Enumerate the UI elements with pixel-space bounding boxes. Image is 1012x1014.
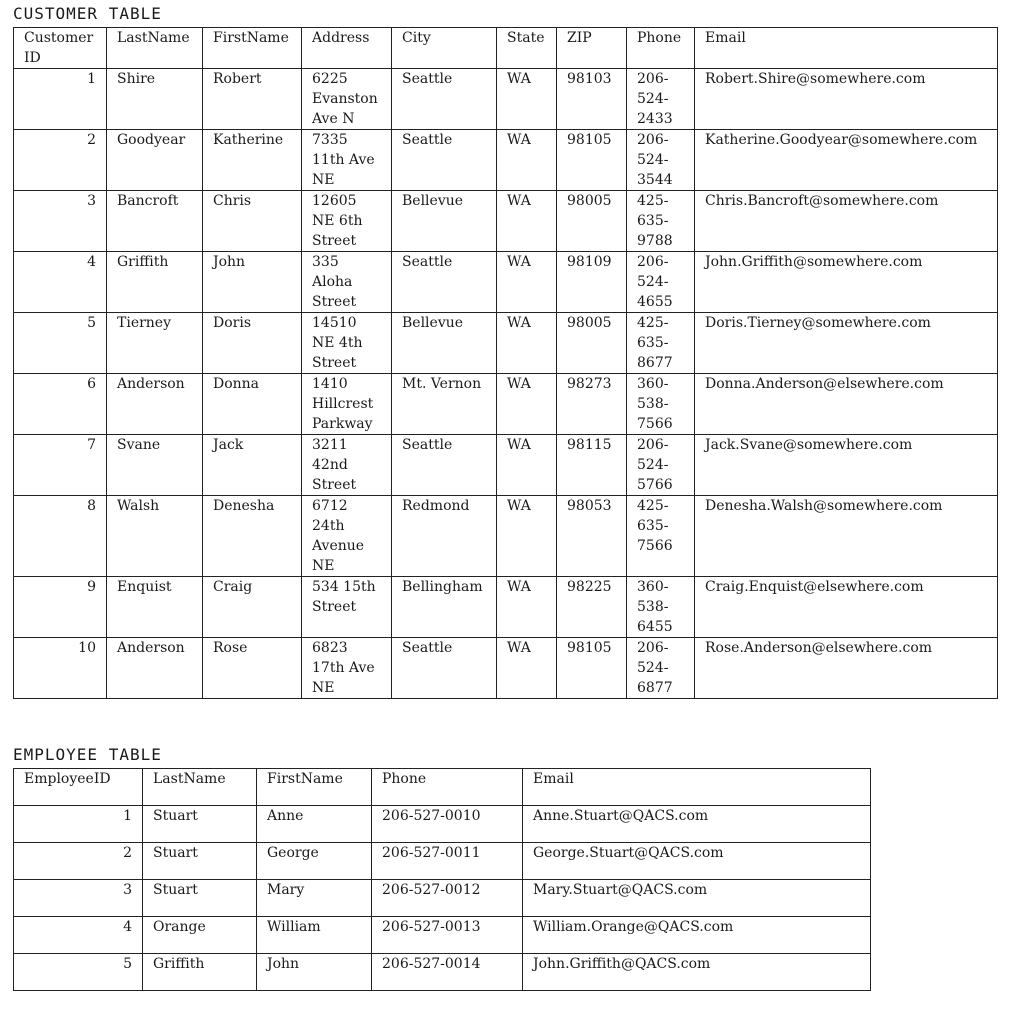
table-cell: Denesha.Walsh@somewhere.com xyxy=(695,496,998,577)
table-cell: 425-635-8677 xyxy=(627,313,695,374)
table-cell: WA xyxy=(497,69,557,130)
table-cell: Mary xyxy=(257,880,372,917)
table-cell: 1410 Hillcrest Parkway xyxy=(302,374,392,435)
table-cell: 206-527-0013 xyxy=(372,917,523,954)
table-cell: Griffith xyxy=(143,954,257,991)
column-header: Email xyxy=(695,28,998,69)
table-cell: 206-527-0011 xyxy=(372,843,523,880)
employee-table-caption: EMPLOYEE TABLE xyxy=(13,745,162,764)
table-cell: John xyxy=(203,252,302,313)
table-cell: 98105 xyxy=(557,130,627,191)
table-cell: 425-635-7566 xyxy=(627,496,695,577)
table-cell: 14510 NE 4th Street xyxy=(302,313,392,374)
table-cell: 98109 xyxy=(557,252,627,313)
customer-table-caption: CUSTOMER TABLE xyxy=(13,4,162,23)
table-cell: Chris.Bancroft@somewhere.com xyxy=(695,191,998,252)
table-cell: 98225 xyxy=(557,577,627,638)
table-cell: Bancroft xyxy=(107,191,203,252)
table-row xyxy=(14,130,998,191)
table-cell: Tierney xyxy=(107,313,203,374)
table-cell: WA xyxy=(497,130,557,191)
table-cell: Seattle xyxy=(392,130,497,191)
table-cell: Jack.Svane@somewhere.com xyxy=(695,435,998,496)
table-row xyxy=(14,880,871,917)
customer-table xyxy=(13,27,998,699)
table-cell: John xyxy=(257,954,372,991)
table-row xyxy=(14,843,871,880)
column-header: Email xyxy=(523,769,871,806)
table-cell: 5 xyxy=(14,313,107,374)
table-cell: 1 xyxy=(14,69,107,130)
table-cell: WA xyxy=(497,191,557,252)
table-cell: 206-527-0010 xyxy=(372,806,523,843)
table-cell: WA xyxy=(497,638,557,699)
table-cell: 3 xyxy=(14,880,143,917)
table-cell: 206-527-0014 xyxy=(372,954,523,991)
table-cell: 206-524-5766 xyxy=(627,435,695,496)
table-cell: Anderson xyxy=(107,638,203,699)
table-row xyxy=(14,191,998,252)
table-cell: 7335 11th Ave NE xyxy=(302,130,392,191)
table-cell: Denesha xyxy=(203,496,302,577)
table-cell: Donna.Anderson@elsewhere.com xyxy=(695,374,998,435)
table-cell: Svane xyxy=(107,435,203,496)
table-cell: 360-538-7566 xyxy=(627,374,695,435)
table-cell: George xyxy=(257,843,372,880)
table-cell: Robert xyxy=(203,69,302,130)
column-header: LastName xyxy=(107,28,203,69)
table-cell: 98053 xyxy=(557,496,627,577)
table-cell: Rose.Anderson@elsewhere.com xyxy=(695,638,998,699)
table-cell: Bellingham xyxy=(392,577,497,638)
table-cell: 8 xyxy=(14,496,107,577)
table-cell: 6712 24th Avenue NE xyxy=(302,496,392,577)
table-cell: 3 xyxy=(14,191,107,252)
column-header: State xyxy=(497,28,557,69)
table-cell: Katherine.Goodyear@somewhere.com xyxy=(695,130,998,191)
table-cell: Robert.Shire@somewhere.com xyxy=(695,69,998,130)
table-cell: Doris.Tierney@somewhere.com xyxy=(695,313,998,374)
employee-header-row xyxy=(14,769,871,806)
table-cell: 98005 xyxy=(557,313,627,374)
table-cell: Donna xyxy=(203,374,302,435)
table-cell: 5 xyxy=(14,954,143,991)
table-cell: Anderson xyxy=(107,374,203,435)
table-cell: John.Griffith@QACS.com xyxy=(523,954,871,991)
table-cell: 360-538-6455 xyxy=(627,577,695,638)
table-cell: 335 Aloha Street xyxy=(302,252,392,313)
table-cell: WA xyxy=(497,577,557,638)
table-cell: John.Griffith@somewhere.com xyxy=(695,252,998,313)
table-row xyxy=(14,638,998,699)
table-cell: 7 xyxy=(14,435,107,496)
table-row xyxy=(14,374,998,435)
table-cell: Stuart xyxy=(143,843,257,880)
table-cell: Shire xyxy=(107,69,203,130)
table-cell: Craig.Enquist@elsewhere.com xyxy=(695,577,998,638)
table-cell: 206-524-6877 xyxy=(627,638,695,699)
table-cell: Bellevue xyxy=(392,191,497,252)
table-cell: 4 xyxy=(14,917,143,954)
table-cell: Doris xyxy=(203,313,302,374)
table-cell: Goodyear xyxy=(107,130,203,191)
table-row xyxy=(14,435,998,496)
column-header: Phone xyxy=(372,769,523,806)
table-cell: 425-635-9788 xyxy=(627,191,695,252)
table-cell: Enquist xyxy=(107,577,203,638)
table-cell: 12605 NE 6th Street xyxy=(302,191,392,252)
table-cell: 4 xyxy=(14,252,107,313)
table-cell: 10 xyxy=(14,638,107,699)
column-header: Address xyxy=(302,28,392,69)
table-cell: 1 xyxy=(14,806,143,843)
table-cell: 534 15th Street xyxy=(302,577,392,638)
table-cell: Orange xyxy=(143,917,257,954)
table-cell: Redmond xyxy=(392,496,497,577)
table-row xyxy=(14,69,998,130)
column-header: City xyxy=(392,28,497,69)
table-cell: Seattle xyxy=(392,435,497,496)
table-row xyxy=(14,954,871,991)
table-cell: WA xyxy=(497,496,557,577)
table-cell: WA xyxy=(497,252,557,313)
table-cell: 2 xyxy=(14,130,107,191)
table-cell: 206-524-4655 xyxy=(627,252,695,313)
table-cell: 9 xyxy=(14,577,107,638)
table-row xyxy=(14,917,871,954)
column-header: ZIP xyxy=(557,28,627,69)
table-row xyxy=(14,313,998,374)
column-header: FirstName xyxy=(257,769,372,806)
customer-header-row xyxy=(14,28,998,69)
table-cell: 98005 xyxy=(557,191,627,252)
table-row xyxy=(14,577,998,638)
column-header: Customer ID xyxy=(14,28,107,69)
table-cell: Walsh xyxy=(107,496,203,577)
table-cell: WA xyxy=(497,313,557,374)
table-cell: Seattle xyxy=(392,638,497,699)
table-cell: William xyxy=(257,917,372,954)
table-cell: Jack xyxy=(203,435,302,496)
table-cell: Bellevue xyxy=(392,313,497,374)
table-cell: Anne.Stuart@QACS.com xyxy=(523,806,871,843)
table-cell: 206-524-2433 xyxy=(627,69,695,130)
table-cell: Seattle xyxy=(392,252,497,313)
table-cell: George.Stuart@QACS.com xyxy=(523,843,871,880)
table-cell: 2 xyxy=(14,843,143,880)
table-cell: 98115 xyxy=(557,435,627,496)
table-row xyxy=(14,496,998,577)
table-cell: 206-527-0012 xyxy=(372,880,523,917)
table-cell: Griffith xyxy=(107,252,203,313)
table-cell: 98103 xyxy=(557,69,627,130)
table-cell: 98105 xyxy=(557,638,627,699)
table-cell: 6823 17th Ave NE xyxy=(302,638,392,699)
column-header: EmployeeID xyxy=(14,769,143,806)
table-cell: WA xyxy=(497,435,557,496)
employee-table xyxy=(13,768,871,991)
table-cell: Mary.Stuart@QACS.com xyxy=(523,880,871,917)
table-row xyxy=(14,252,998,313)
table-row xyxy=(14,806,871,843)
table-cell: WA xyxy=(497,374,557,435)
table-cell: Mt. Vernon xyxy=(392,374,497,435)
table-cell: William.Orange@QACS.com xyxy=(523,917,871,954)
table-cell: 206-524-3544 xyxy=(627,130,695,191)
table-cell: Seattle xyxy=(392,69,497,130)
table-cell: 6225 Evanston Ave N xyxy=(302,69,392,130)
column-header: LastName xyxy=(143,769,257,806)
table-cell: 98273 xyxy=(557,374,627,435)
table-cell: 6 xyxy=(14,374,107,435)
column-header: Phone xyxy=(627,28,695,69)
table-cell: Stuart xyxy=(143,806,257,843)
table-cell: Anne xyxy=(257,806,372,843)
table-cell: Chris xyxy=(203,191,302,252)
table-cell: Katherine xyxy=(203,130,302,191)
table-cell: Stuart xyxy=(143,880,257,917)
table-cell: Craig xyxy=(203,577,302,638)
column-header: FirstName xyxy=(203,28,302,69)
table-cell: Rose xyxy=(203,638,302,699)
table-cell: 3211 42nd Street xyxy=(302,435,392,496)
